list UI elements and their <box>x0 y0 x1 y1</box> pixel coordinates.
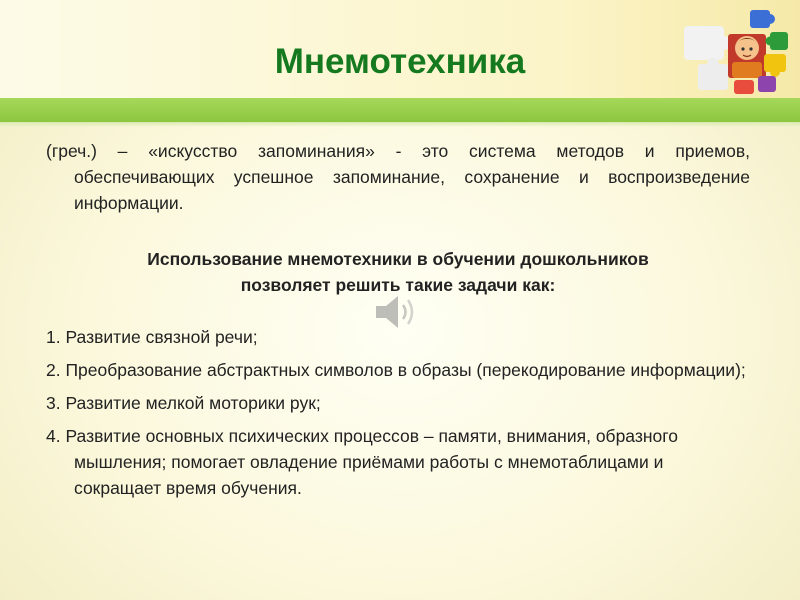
speaker-icon[interactable] <box>372 292 424 332</box>
tasks-heading <box>46 246 750 298</box>
tasks-heading-line-2: позволяет решить такие задачи как: <box>240 275 556 295</box>
puzzle-picture-icon <box>684 6 792 96</box>
list-item: 1. Развитие связной речи; <box>46 327 258 347</box>
band-shadow <box>0 122 800 127</box>
green-band <box>0 98 800 122</box>
list-item: 3. Развитие мелкой моторики рук; <box>46 393 321 413</box>
slide-title: Мнемотехника <box>274 42 526 81</box>
tasks-list <box>46 324 750 501</box>
intro-paragraph: (греч.) – «искусство запоминания» - это система методов и приемов, обеспечивающих успешное запоминание, сохранение и воспроизведение информации. <box>46 141 750 213</box>
list-item: 2. Преобразование абстрактных символов в образы (перекодирование информации); <box>46 360 746 380</box>
list-item: 4. Развитие основных психических процессов – памяти, внимания, образного мышления; помогает овладение приёмами работы с мнемотаблицами и сокращает время обучения. <box>46 426 678 498</box>
tasks-heading-line-1: Использование мнемотехники в обучении дошкольников <box>147 249 649 269</box>
